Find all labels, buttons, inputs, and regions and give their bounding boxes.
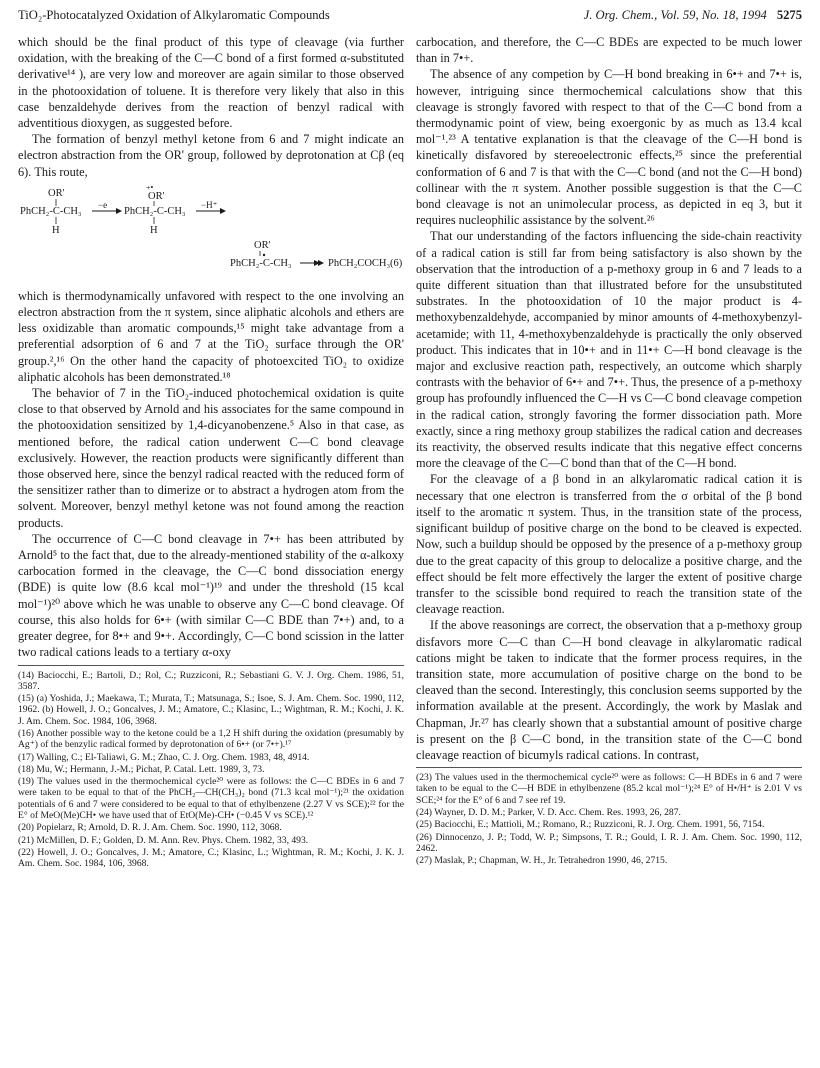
running-title: TiO₂-Photocatalyzed Oxidation of Alkylaromatic Compounds [18, 8, 330, 22]
footnote: (16) Another possible way to the ketone could be a 1,2 H shift during the oxidation (presumably by Ag⁺) of the benzylic radical formed by deprotonation of 6•+ (or 7•+).¹⁷ [18, 727, 404, 751]
running-header [18, 8, 802, 26]
substrate-formula: PhCH₂-C-CH₃ [20, 205, 82, 217]
electron-loss-label: −e [98, 199, 108, 210]
equation-6 [18, 186, 404, 284]
paragraph: If the above reasonings are correct, the observation that a p-methoxy group disfavors more C—C than C—H bond cleavage in alkylaromatic radical cations might be taken to indicate that the former process requires, in the transition state, more accumulation of positive charge on the bond to be cleaved than the second. Interestingly, this conclusion seems supported by the information available at the present. Accordingly, the work by Maslak and Chapman, Jr.²⁷ has clearly shown that a substantial amount of positive charge is present on the β C—C bond, in the transition state of the C—C bond cleavage reaction of bicumyls radical cations. In contrast, [416, 618, 802, 762]
substituent-label: OR' [48, 187, 65, 199]
footnote: (17) Walling, C.; El-Taliawi, G. M.; Zhao, C. J. Org. Chem. 1983, 48, 4914. [18, 751, 310, 763]
equation-number: (6) [390, 257, 403, 269]
paragraph: For the cleavage of a β bond in an alkylaromatic radical cation it is necessary that one electron is transferred from the σ orbital of the β bond itself to the aromatic π system. Thus, in the transition state of the process, significant buildup of positive charge on the bond to be cleaved is expected. Now, such a buildup should be opposed by the presence of a p-methoxy group due to the great capacity of this group to delocalize a positive charge, and the effect should be felt more effectively the larger the extent of positive charge transfer to the scissible bond required to reach the transition state of the cleavage reaction. [416, 472, 802, 617]
paragraph: carbocation, and therefore, the C—C BDEs are expected to be much lower than in 7•+. [416, 35, 802, 66]
reaction-scheme [18, 186, 404, 284]
right-column [416, 34, 802, 1064]
footnote: (21) McMillen, D. F.; Golden, D. M. Ann. Rev. Phys. Chem. 1982, 33, 493. [18, 834, 309, 846]
hydrogen-label: H [52, 224, 60, 236]
footnote: (22) Howell, J. O.; Goncalves, J. M.; Amatore, C.; Klasinc, L.; Wightman, R. M.; Kochi, J. K. J. Am. Chem. Soc. 1984, 106, 3968. [18, 846, 404, 870]
paragraph: The behavior of 7 in the TiO₂-induced photochemical oxidation is quite close to that observed by Arnold and his associates for the same compound in the photooxidation sensitized by 1,4-dicyanobenzene.⁵ Also in that case, as mentioned before, the radical cation underwent C—C bond cleavage exclusively. However, the reaction products were significantly different than those observed here, since the benzyl radical reacted with the reduced form of the sensitizer rather than to dimerize or to abstract a hydrogen atom from the solvent. Moreover, benzyl methyl ketone was not found among the reaction products. [18, 386, 404, 530]
substituent-label: OR' [148, 190, 165, 202]
footnote: (18) Mu, W.; Hermann, J.-M.; Pichat, P. Catal. Lett. 1989, 3, 73. [18, 763, 265, 775]
paragraph: which should be the final product of this type of cleavage (via further oxidation, with the breaking of the C—C bond of a first formed α-substituted derivative¹⁴ ), are very low and moreover are again similar to those observed in the photooxidation of toluene. It is therefore very likely that also in this case benzaldehyde derives from the reaction of benzyl radical with adventitious dioxygen, as suggested before. [18, 35, 404, 131]
footnote: (24) Wayner, D. D. M.; Parker, V. D. Acc. Chem. Res. 1993, 26, 287. [416, 807, 681, 819]
footnote-divider [18, 665, 404, 666]
journal-name: J. Org. Chem., Vol. 59, No. 18, 1994 [583, 8, 767, 22]
page-number: 5275 [776, 8, 802, 22]
paragraph: The absence of any competion by C—H bond breaking in 6•+ and 7•+ is, however, intriguing since thermochemical calculations show that this cleavage is strongly favored with respect to that of the C—C bond from a thermodynamic point of view, being exoergonic by as much as 13.4 kcal mol⁻¹.²³ A tentative explanation is that the cleavage of the C—H bond is kinetically disfavored by stereoelectronic effects,²⁵ since the preferential conformation of 6 and 7 is that with the C—C bond (and not the C—H bond) collinear with the π system. Another possible suggestion is that the C—C bond cleavage is not an unimolecular process, as depicted in eq 3, but it requires nucleophilic assistance by the solvent.²⁶ [416, 67, 802, 228]
charge-label: +• [146, 185, 154, 192]
paragraph: That our understanding of the factors influencing the side-chain reactivity of a radical cation is still far from being satisfactory is also shown by the observation that the introduction of a p-methoxy group in 6 and 7 leads to a quite different situation than that illustrated before for the unsubstituted substrates. In the photooxidation of 10 the major product is 4-methoxybenzaldehyde, accompanied by minor amounts of 4-methoxybenzyl-acetamide; with 11, 4-methoxybenzaldehyde is practically the only observed product. This indicates that in 10•+ and in 11•+ C—H bond cleavage is the major and exclusive reaction path, respectively, an outcome which sharply contrasts with the behavior of 6•+ and 7•+. Thus, the presence of a p-methoxy group has profoundly influenced the C—H vs C—C bond cleavage competion in the radical cation, strongly favoring the former dissociation path. More exactly, since a ring methoxy group stabilizes the radical cation and decreases its reactivity, the observed results indicate that this negative effect concerns more the cleavage of the C—C bond than that of the C—H bond. [416, 229, 802, 471]
footnote: (25) Baciocchi, E.; Mattioli, M.; Romano, R.; Ruzziconi, R. J. Org. Chem. 1991, 56, 7154. [416, 819, 765, 831]
footnote: (27) Maslak, P.; Chapman, W. H., Jr. Tetrahedron 1990, 46, 2715. [416, 855, 668, 867]
footnote: (14) Baciocchi, E.; Bartoli, D.; Rol, C.; Ruzziconi, R.; Sebastiani G. V. J. Org. Chem. 1986, 51, 3587. [18, 669, 404, 692]
radical-formula: PhCH₂-C-CH₃ [230, 257, 292, 269]
footnote: (15) (a) Yoshida, J.; Maekawa, T.; Murata, T.; Matsunaga, S.; Isoe, S. J. Am. Chem. Soc. 1990, 112, 1962. (b) Howell, J. O.; Goncalves, J. M.; Amatore, C.; Klasinc, L.; Wightman, R. M.; Kochi, J. K. J. Am. Chem. Soc. 1984, 106, 3968. [18, 693, 404, 727]
paragraph: which is thermodynamically unfavored with respect to the one involving an electron abstraction from the π system, since aliphatic alcohols and ethers are less oxidizable than aromatic compounds,¹⁵ might take advantage from a preferential adsorption of 6 and 7 at the TiO₂ surface through the OR' group.²,¹⁶ On the other hand the capacity of photoexcited TiO₂ to oxidize aliphatic alcohols has been demonstrated.¹⁸ [18, 288, 404, 384]
product-formula: PhCH₂COCH₃ [328, 257, 391, 269]
footnote: (23) The values used in the thermochemical cycle²⁰ were as follows: C—H BDEs in 6 and 7 were taken to be equal to the C—H BDE in ethylbenzene (85.2 kcal mol⁻¹);²⁴ E° of H•/H⁺ is 2.01 V vs SCE;²⁴ for the E° of 6 and 7 see ref 19. [416, 772, 802, 806]
journal-citation [584, 8, 802, 23]
substituent-label: OR' [254, 239, 271, 251]
paragraph: The occurrence of C—C bond cleavage in 7•+ has been attributed by Arnold⁵ to the fact that, due to the already-mentioned stability of the α-alkoxy carbocation formed in the cleavage, the C—C bond dissociation energy (BDE) is quite low (8.6 kcal mol⁻¹)¹⁹ and under the threshold (15 kcal mol⁻¹)²⁰ above which he was unable to observe any C—C bond cleavage. Of course, this also holds for 6•+ (with similar C—C BDE than 7•+) and, to a greater degree, for 8•+ and 9•+. Accordingly, C—C bond scission in the latter two radical cations leads to a tertiary α-oxy [18, 531, 404, 660]
intermediate-formula: PhCH₂-C-CH₃ [124, 205, 186, 217]
proton-loss-label: −H⁺ [201, 199, 218, 210]
footnote: (26) Dinnocenzo, J. P.; Todd, W. P.; Simpsons, T. R.; Gould, I. R. J. Am. Chem. Soc. 1990, 112, 2462. [416, 831, 802, 854]
footnotes-left [18, 670, 404, 870]
paragraph: The formation of benzyl methyl ketone from 6 and 7 might indicate an electron abstraction from the OR' group, followed by deprotonation at Cβ (eq 6). This route, [18, 132, 404, 179]
footnotes-right [416, 772, 802, 866]
left-column [18, 34, 404, 1064]
hydrogen-label: H [150, 224, 158, 236]
footnote-divider [416, 767, 802, 768]
footnote: (20) Popielarz, R; Arnold, D. R. J. Am. Chem. Soc. 1990, 112, 3068. [18, 822, 282, 834]
footnote: (19) The values used in the thermochemical cycle²⁰ were as follows: the C—C BDEs in 6 and 7 were taken to be equal to that of the PhCH₂—CH(CH₃)₂ bond (71.3 kcal mol⁻¹);²¹ the oxidation potentials of 6 and 7 were considered to be equal to that of ethylbenzene (2.27 V vs SCE);²² for the E° of MeO(Me)CH• we have used that of EtO(Me)-CH• (−0.45 V vs SCE).¹² [18, 776, 404, 822]
